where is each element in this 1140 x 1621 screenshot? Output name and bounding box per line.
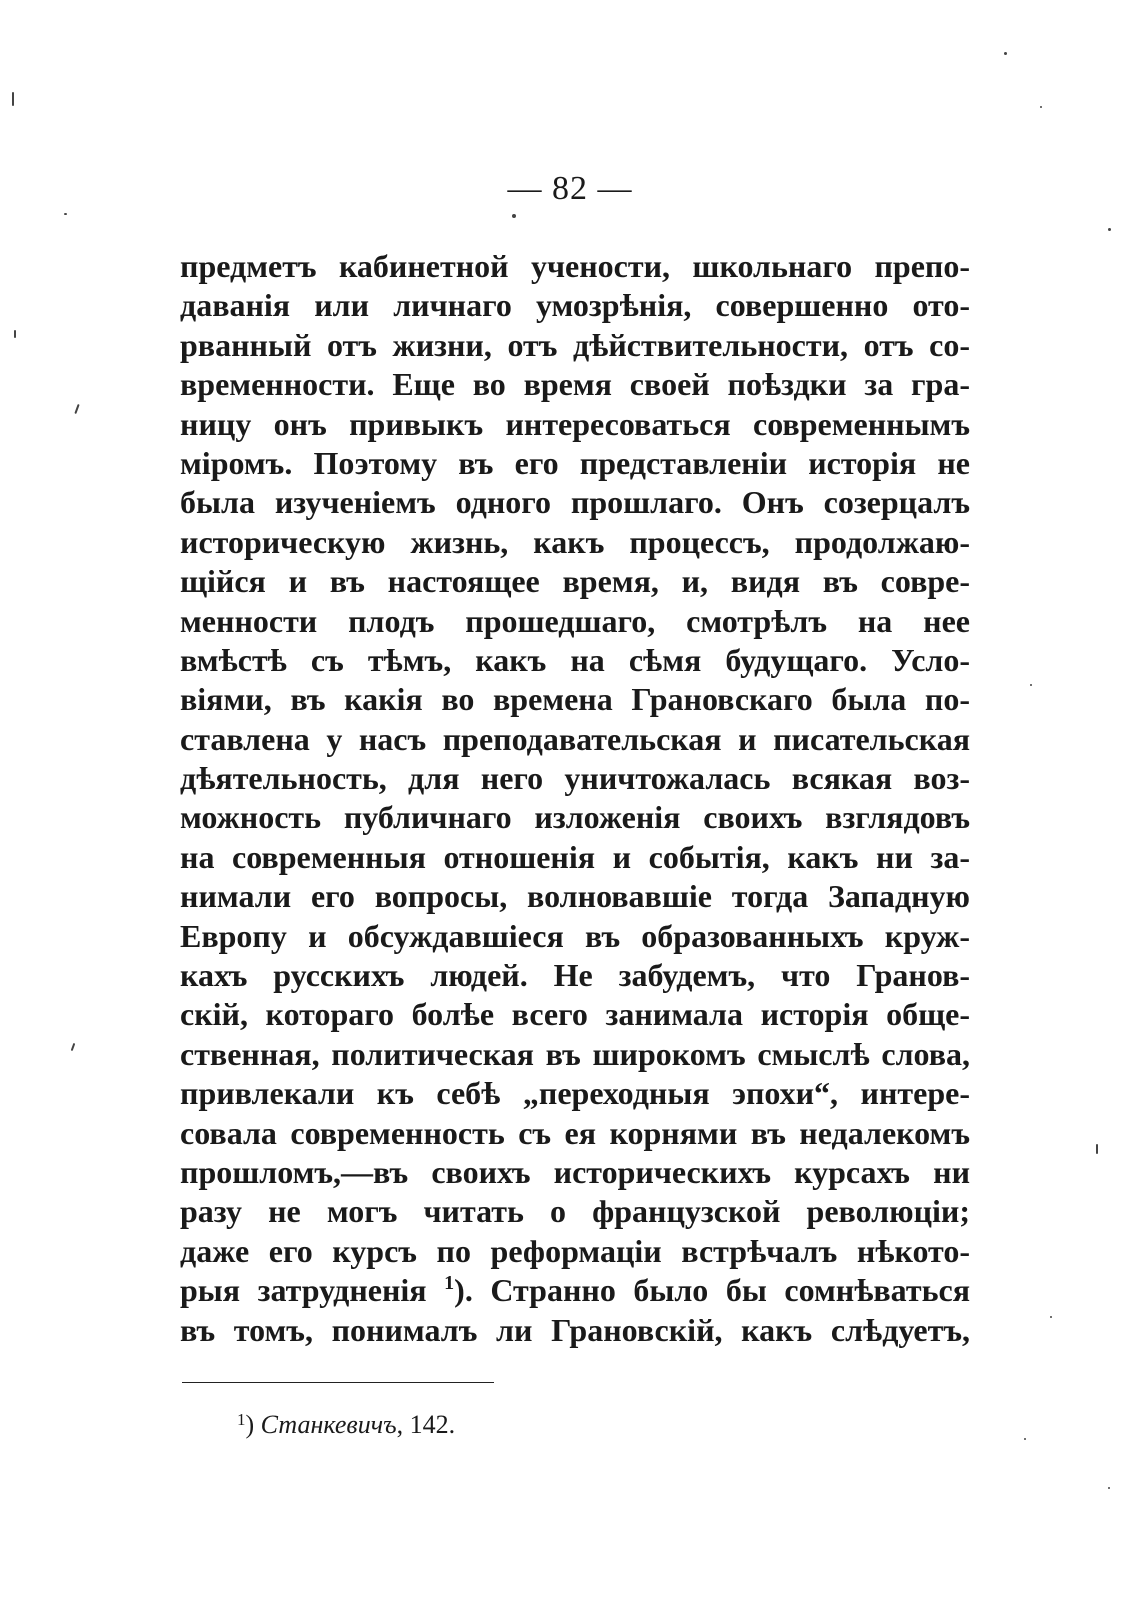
footnote [237,1403,455,1442]
text-fragment: рыя затрудненія [180,1272,427,1309]
scan-speck [1108,1487,1110,1489]
footnote-marker: 1 [237,1410,246,1429]
text-line: рванный отъ жизни, отъ дѣйствительности, отъ со- [180,326,970,363]
text-line: совала современность съ ея корнями въ недалекомъ [180,1114,970,1151]
page-number: — 82 — [507,170,633,207]
text-line: была изученіемъ одного прошлаго. Онъ созерцалъ [180,484,970,521]
scan-speck [74,404,79,414]
scan-speck [1096,1144,1098,1154]
footnote-paren: ) [245,1410,255,1439]
footnote-page-ref: , 142. [396,1410,456,1439]
scan-speck [1040,106,1042,108]
body-text [180,247,970,1350]
scan-speck [64,213,67,215]
text-line-with-footnote-ref [180,1271,970,1310]
text-line: ственная, политическая въ широкомъ смыслѣ слова, [180,1035,970,1072]
text-fragment: ). Странно было бы сомнѣваться [454,1272,970,1309]
text-line: менности плодъ прошедшаго, смотрѣлъ на нее [180,602,970,639]
text-line: въ томъ, понималъ ли Грановскій, какъ слѣдуетъ, [180,1311,970,1348]
text-line: прошломъ,—въ своихъ историческихъ курсахъ ни [180,1153,970,1190]
text-line: даже его курсъ по реформаціи встрѣчалъ нѣкото- [180,1232,970,1269]
scan-speck [1050,1316,1052,1318]
text-line: историческую жизнь, какъ процессъ, продолжаю- [180,523,970,560]
text-line: вмѣстѣ съ тѣмъ, какъ на сѣмя будущаго. Усло- [180,641,970,678]
text-line: разу не могъ читать о французской революціи; [180,1193,970,1230]
scan-speck [14,330,16,338]
text-line: ницу онъ привыкъ интересоваться современнымъ [180,405,970,442]
footnote-reference: 1 [444,1272,455,1295]
text-line: Европу и обсуждавшіеся въ образованныхъ круж- [180,917,970,954]
scan-speck [1108,228,1111,231]
text-line: предметъ кабинетной учености, школьнаго препо- [180,248,970,284]
text-line: віями, въ какія во времена Грановскаго была по- [180,681,970,718]
footnote-author: Станкевичъ [260,1410,397,1439]
scan-speck [12,92,14,106]
text-line: можность публичнаго изложенія своихъ взглядовъ [180,799,970,836]
scan-speck [1004,52,1007,55]
scan-speck [1024,1438,1026,1440]
text-line: привлекали къ себѣ „переходныя эпохи“, интере- [180,1075,970,1112]
text-line: щійся и въ настоящее время, и, видя въ совре- [180,563,970,600]
text-line: нимали его вопросы, волновавшіе тогда Западную [180,878,970,915]
text-line: даванія или личнаго умозрѣнія, совершенно ото- [180,287,970,324]
footnote-divider [182,1382,494,1383]
text-line: временности. Еще во время своей поѣздки за гра- [180,366,970,403]
scan-speck [1030,684,1032,686]
text-line: на современныя отношенія и событія, какъ ни за- [180,838,970,875]
text-line: дѣятельность, для него уничтожалась всякая воз- [180,760,970,797]
text-line: кахъ русскихъ людей. Не забудемъ, что Гранов- [180,957,970,994]
text-line: міромъ. Поэтому въ его представленіи исторія не [180,444,970,481]
scan-speck [71,1043,76,1051]
text-line: ставлена у насъ преподавательская и писательская [180,720,970,757]
text-line: скій, котораго болѣе всего занимала исторія обще- [180,996,970,1033]
scan-speck [512,214,516,218]
